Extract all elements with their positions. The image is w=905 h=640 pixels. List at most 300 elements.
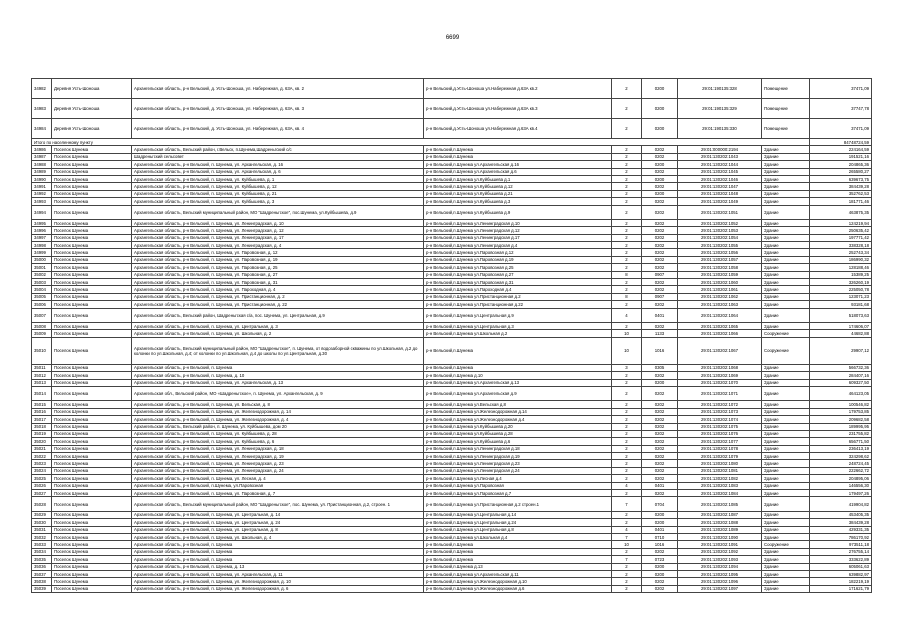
cell-settlement: Поселок Шунема bbox=[52, 423, 132, 430]
cell-id: 35000 bbox=[32, 256, 52, 263]
cell-location: р-н Вельский,п.Шунема ул.Ленинградская д.19 bbox=[424, 453, 612, 460]
cell-code-2: 0200 bbox=[642, 379, 678, 386]
table-row bbox=[32, 372, 872, 379]
table-row bbox=[32, 490, 872, 497]
cell-value: 100546,82 bbox=[810, 401, 872, 408]
cell-value: 37471,09 bbox=[810, 79, 872, 99]
cell-code-2: 1133 bbox=[642, 330, 678, 337]
cell-object-type: Здание bbox=[762, 401, 810, 408]
cell-object-type: Здание bbox=[762, 308, 810, 322]
cell-location: р-н Вельский,д.Усть-Шоноша ул.Набережная д.63А кв.2 bbox=[424, 79, 612, 99]
cell-id: 35017 bbox=[32, 416, 52, 423]
cell-address: Архангельская область, р-н Вельский, п. Шунема, ул. Центральная, д. 8 bbox=[132, 526, 424, 533]
cell-address: Архангельская область, р-н Вельский, п. Шунема, д. 13 bbox=[132, 563, 424, 570]
cell-code-2: 0200 bbox=[642, 79, 678, 99]
cell-code-2: 0202 bbox=[642, 264, 678, 271]
cell-code-2: 0202 bbox=[642, 408, 678, 415]
cell-value: 222662,72 bbox=[810, 467, 872, 474]
cell-id: 34984 bbox=[32, 119, 52, 139]
cell-object-type: Здание bbox=[762, 198, 810, 205]
cell-code-2: 0202 bbox=[642, 548, 678, 555]
cell-cadastral-number: 29:01:130202:1071 bbox=[678, 386, 762, 400]
cell-settlement: Поселок Шунема bbox=[52, 279, 132, 286]
cell-object-type: Здание bbox=[762, 146, 810, 153]
cell-settlement: Поселок Шунема bbox=[52, 386, 132, 400]
cell-address: Архангельская область, Вельский муниципальный район, МО "Шадреньгское", пос. Шунема, ул. Пристанционная, д.2, строен. 1 bbox=[132, 497, 424, 511]
table-row bbox=[32, 541, 872, 548]
cell-code-1: 2 bbox=[612, 99, 642, 119]
cell-location: р-н Вельский,п.Шунема ул.Железнодорожная д.10 bbox=[424, 578, 612, 585]
cell-cadastral-number: 29:01:130202:1059 bbox=[678, 271, 762, 278]
cell-value: 265580,27 bbox=[810, 168, 872, 175]
table-row bbox=[32, 438, 872, 445]
cell-code-1: 2 bbox=[612, 227, 642, 234]
cell-cadastral-number: 29:01:130202:1070 bbox=[678, 379, 762, 386]
cell-code-2: 0723 bbox=[642, 556, 678, 563]
cell-location: р-н Вельский,п.Шунема ул.Ленинградская д.24 bbox=[424, 467, 612, 474]
cell-code-2: 0202 bbox=[642, 205, 678, 219]
cell-value: 429331,35 bbox=[810, 526, 872, 533]
cell-settlement: Поселок Шунема bbox=[52, 467, 132, 474]
cell-cadastral-number: 29:01:130202:1079 bbox=[678, 453, 762, 460]
cell-settlement: Поселок Шунема bbox=[52, 227, 132, 234]
cell-address: Архангельская обл., Вельский район, МО «Шадреньгское», п. Шунема, ул. Архангельская, д. 9 bbox=[132, 386, 424, 400]
cell-location: р-н Вельский,п.Шунема ул.Центральная д.24 bbox=[424, 519, 612, 526]
cell-value: 639673,75 bbox=[810, 175, 872, 182]
cell-address: Архангельская область, р-н Вельский, п. Шунема, ул. Куйбышева, д. 6 bbox=[132, 438, 424, 445]
cell-settlement: Поселок Шунема bbox=[52, 438, 132, 445]
cell-value: 352762,53 bbox=[810, 190, 872, 197]
cell-location: р-н Вельский,п.Шунема ул.Ленинградская д.4 bbox=[424, 242, 612, 249]
cell-code-1: 4 bbox=[612, 482, 642, 489]
table-row bbox=[32, 364, 872, 371]
cell-id: 35025 bbox=[32, 475, 52, 482]
cell-value: 384439,28 bbox=[810, 519, 872, 526]
total-row bbox=[32, 139, 872, 146]
cell-code-1: 2 bbox=[612, 445, 642, 452]
cell-id: 35003 bbox=[32, 279, 52, 286]
cell-code-1: 2 bbox=[612, 372, 642, 379]
cell-cadastral-number: 29:01:130202:1063 bbox=[678, 301, 762, 308]
cell-value: 174606,07 bbox=[810, 322, 872, 329]
cell-settlement: Поселок Шунема bbox=[52, 408, 132, 415]
table-row bbox=[32, 175, 872, 182]
cell-cadastral-number: 29:01:130202:1067 bbox=[678, 337, 762, 364]
cell-cadastral-number: 29:01:130202:1076 bbox=[678, 430, 762, 437]
cell-value: 463875,35 bbox=[810, 205, 872, 219]
cell-code-1: 2 bbox=[612, 423, 642, 430]
cell-value: 656771,50 bbox=[810, 438, 872, 445]
cell-code-2: 0202 bbox=[642, 322, 678, 329]
cell-location: р-н Вельский,п.Шунема ул.Куйбышева д.28 bbox=[424, 430, 612, 437]
cell-location: р-н Вельский,п.Шунема ул.Ленинградская д.10 bbox=[424, 219, 612, 226]
cell-id: 34987 bbox=[32, 153, 52, 160]
cell-address: Архангельская область, р-н Вельский, п. Шунема, ул. Паровозная, д. 25 bbox=[132, 264, 424, 271]
cell-cadastral-number: 29:01:130202:1061 bbox=[678, 286, 762, 293]
cell-settlement: Поселок Шунема bbox=[52, 146, 132, 153]
cell-id: 35037 bbox=[32, 570, 52, 577]
cell-id: 35028 bbox=[32, 497, 52, 511]
cell-code-2: 0710 bbox=[642, 533, 678, 540]
cell-id: 35038 bbox=[32, 578, 52, 585]
cell-location: р-н Вельский,п.Шунема ул.Паровозная bbox=[424, 482, 612, 489]
cell-settlement: Поселок Шунема bbox=[52, 578, 132, 585]
cell-id: 35014 bbox=[32, 386, 52, 400]
cell-settlement: Поселок Шунема bbox=[52, 526, 132, 533]
cell-id: 34997 bbox=[32, 234, 52, 241]
table-row bbox=[32, 423, 872, 430]
cell-settlement: Поселок Шунема bbox=[52, 511, 132, 518]
cell-code-2: 0200 bbox=[642, 519, 678, 526]
cell-location: р-н Вельский,п.Шунема ул.Центральная д.8 bbox=[424, 526, 612, 533]
cell-id: 35004 bbox=[32, 286, 52, 293]
cell-id: 34989 bbox=[32, 168, 52, 175]
cell-cadastral-number: 29:01:130202:1057 bbox=[678, 256, 762, 263]
cell-address: Архангельская область, р-н Вельский, п. Шунема, ул. Ленинградская, д. 4 bbox=[132, 242, 424, 249]
cell-code-2: 0202 bbox=[642, 153, 678, 160]
cell-code-2: 0202 bbox=[642, 401, 678, 408]
cell-value: 37747,78 bbox=[810, 99, 872, 119]
cell-code-2: 0202 bbox=[642, 386, 678, 400]
cell-code-1: 2 bbox=[612, 430, 642, 437]
cell-code-1: 2 bbox=[612, 401, 642, 408]
cell-address: Архангельская область, р-н Вельский, п. Шунема, ул. Железнодорожная, д. 4 bbox=[132, 416, 424, 423]
cell-object-type: Здание bbox=[762, 430, 810, 437]
cell-location: р-н Вельский,п.Шунема ул.Паровозная д.12 bbox=[424, 249, 612, 256]
cell-code-1: 2 bbox=[612, 379, 642, 386]
cell-code-2: 0907 bbox=[642, 271, 678, 278]
cell-id: 34992 bbox=[32, 190, 52, 197]
cell-location: р-н Вельский,п.Шунема ул.Архангельская д.9 bbox=[424, 386, 612, 400]
cell-location: р-н Вельский,п.Шунема ул.Ленинградская д.12 bbox=[424, 227, 612, 234]
cell-code-1: 2 bbox=[612, 438, 642, 445]
cell-address: Архангельская область, р-н Вельский, п. Шунема bbox=[132, 364, 424, 371]
cell-value: 209682,58 bbox=[810, 416, 872, 423]
cell-id: 34983 bbox=[32, 99, 52, 119]
cell-cadastral-number: 29:01:130202:1075 bbox=[678, 423, 762, 430]
table-row bbox=[32, 460, 872, 467]
cell-value: 189995,95 bbox=[810, 423, 872, 430]
cell-address: Архангельская область, р-н Вельский, п. Шунема, ул. Пристанционная, д. 2 bbox=[132, 293, 424, 300]
cell-settlement: Поселок Шунема bbox=[52, 445, 132, 452]
cell-object-type: Здание bbox=[762, 578, 810, 585]
cell-code-2: 0202 bbox=[642, 301, 678, 308]
table-row bbox=[32, 519, 872, 526]
cell-id: 35007 bbox=[32, 308, 52, 322]
cell-address: Архангельская область, р-н Вельский, п.Шунема, ул.Паровозная bbox=[132, 482, 424, 489]
cell-code-2: 0200 bbox=[642, 570, 678, 577]
cell-object-type: Здание bbox=[762, 372, 810, 379]
table-row bbox=[32, 416, 872, 423]
cell-object-type: Здание bbox=[762, 322, 810, 329]
cell-address: Архангельская область, р-н Вельский, п. Шунема, ул. Пароходная, д. 4 bbox=[132, 286, 424, 293]
cell-address: Архангельская область, р-н Вельский, п. Шунема, ул. Паровозная, д. 12 bbox=[132, 249, 424, 256]
cell-address: Архангельская область, р-н Вельский, п. Шунема, ул. Центральная, д. 24 bbox=[132, 519, 424, 526]
cell-cadastral-number: 29:01:130202:1052 bbox=[678, 219, 762, 226]
cell-cadastral-number: 29:01:130202:1072 bbox=[678, 401, 762, 408]
cell-value: 181771,46 bbox=[810, 198, 872, 205]
cell-location: р-н Вельский,п.Шунема ул.Пристанционная д.2 строен.1 bbox=[424, 497, 612, 511]
cell-value: 124219,94 bbox=[810, 219, 872, 226]
cell-id: 34999 bbox=[32, 249, 52, 256]
table-row bbox=[32, 556, 872, 563]
cell-code-1: 2 bbox=[612, 585, 642, 592]
cell-location: р-н Вельский,д.Усть-Шоноша ул.Набережная д.63А кв.3 bbox=[424, 99, 612, 119]
cell-code-1: 2 bbox=[612, 570, 642, 577]
cell-value: 338328,18 bbox=[810, 242, 872, 249]
cell-settlement: Поселок Шунема bbox=[52, 271, 132, 278]
cell-settlement: Поселок Шунема bbox=[52, 337, 132, 364]
cell-object-type: Здание bbox=[762, 423, 810, 430]
cell-id: 35023 bbox=[32, 460, 52, 467]
cell-address: Архангельская область, р-н Вельский, п. Шунема, ул. Вельская, д. 8 bbox=[132, 401, 424, 408]
cell-code-2: 0202 bbox=[642, 467, 678, 474]
table-row bbox=[32, 430, 872, 437]
cell-id: 34995 bbox=[32, 219, 52, 226]
table-row bbox=[32, 279, 872, 286]
cell-location: р-н Вельский,п.Шунема ул.Куйбышева д.6 bbox=[424, 438, 612, 445]
cell-address: Архангельская область, р-н Вельский, п. Шунема, ул. Паровозная, д. 27 bbox=[132, 271, 424, 278]
cell-code-1: 2 bbox=[612, 79, 642, 99]
cell-id: 35022 bbox=[32, 453, 52, 460]
cell-settlement: Поселок Шунема bbox=[52, 519, 132, 526]
cell-code-1: 10 bbox=[612, 330, 642, 337]
cell-id: 34986 bbox=[32, 146, 52, 153]
cell-object-type: Здание bbox=[762, 175, 810, 182]
cell-value: 326260,19 bbox=[810, 279, 872, 286]
cell-code-2: 0202 bbox=[642, 585, 678, 592]
cell-address: Архангельская область, р-н Вельский, п. Шунема bbox=[132, 548, 424, 555]
cell-id: 35027 bbox=[32, 490, 52, 497]
cell-location: р-н Вельский,п.Шунема ул.Пристанционная д.2 bbox=[424, 293, 612, 300]
cell-value: 276755,14 bbox=[810, 548, 872, 555]
cell-location: р-н Вельский,д.Усть-Шоноша ул.Набережная д.63А кв.4 bbox=[424, 119, 612, 139]
cell-cadastral-number: 29:01:130202:1084 bbox=[678, 490, 762, 497]
cell-location: р-н Вельский,п.Шунема ул.Пароходная д.4 bbox=[424, 286, 612, 293]
cell-location: р-н Вельский,п.Шунема ул.Куйбышева д.21 bbox=[424, 190, 612, 197]
cell-code-1: 2 bbox=[612, 234, 642, 241]
table-row bbox=[32, 482, 872, 489]
cell-address: Архангельская область, р-н Вельский, п. Шунема, ул. Архангельская, д. 13 bbox=[132, 379, 424, 386]
cell-id: 35024 bbox=[32, 467, 52, 474]
cell-settlement: Поселок Шунема bbox=[52, 379, 132, 386]
cell-id: 35034 bbox=[32, 548, 52, 555]
cell-value: 93181,68 bbox=[810, 301, 872, 308]
cell-object-type: Здание bbox=[762, 301, 810, 308]
cell-id: 35002 bbox=[32, 271, 52, 278]
cell-address: Архангельская область, р-н Вельский, п. Шунема, ул. Пристанционная, д. 22 bbox=[132, 301, 424, 308]
cell-settlement: Поселок Шунема bbox=[52, 460, 132, 467]
cell-code-1: 2 bbox=[612, 146, 642, 153]
cell-cadastral-number: 29:01:190135:329 bbox=[678, 99, 762, 119]
cell-cadastral-number: 29:01:190135:328 bbox=[678, 79, 762, 99]
table-row bbox=[32, 153, 872, 160]
cell-value: 191521,16 bbox=[810, 153, 872, 160]
cell-cadastral-number: 29:01:130202:1062 bbox=[678, 293, 762, 300]
cell-code-2: 0202 bbox=[642, 445, 678, 452]
cell-address: Архангельская область, р-н Вельский, д. Усть-Шоноша, ул. Набережная, д. 63А, кв. 2 bbox=[132, 79, 424, 99]
cell-code-2: 0202 bbox=[642, 578, 678, 585]
cell-object-type: Здание bbox=[762, 242, 810, 249]
cell-code-1: 2 bbox=[612, 453, 642, 460]
cell-settlement: Поселок Шунема bbox=[52, 453, 132, 460]
cell-settlement: Поселок Шунема bbox=[52, 308, 132, 322]
cell-settlement: Поселок Шунема bbox=[52, 249, 132, 256]
table-row bbox=[32, 161, 872, 168]
cell-code-2: 0200 bbox=[642, 511, 678, 518]
cell-settlement: Поселок Шунема bbox=[52, 301, 132, 308]
table-row bbox=[32, 585, 872, 592]
cell-cadastral-number: 29:01:130202:1080 bbox=[678, 460, 762, 467]
cell-location: р-н Вельский,п.Шунема ул.Центральная д.14 bbox=[424, 511, 612, 518]
cell-code-2: 0200 bbox=[642, 119, 678, 139]
cell-location: р-н Вельский,п.Шунема ул.Пристанционная д.22 bbox=[424, 301, 612, 308]
cell-cadastral-number: 29:01:130202:1090 bbox=[678, 533, 762, 540]
cell-id: 34990 bbox=[32, 175, 52, 182]
cell-value: 37471,09 bbox=[810, 119, 872, 139]
table-row bbox=[32, 578, 872, 585]
cell-cadastral-number: 29:01:130202:1089 bbox=[678, 526, 762, 533]
table-row bbox=[32, 408, 872, 415]
cell-id: 35015 bbox=[32, 401, 52, 408]
cell-cadastral-number: 29:01:130202:1097 bbox=[678, 585, 762, 592]
table-row bbox=[32, 256, 872, 263]
cell-code-2: 0202 bbox=[642, 475, 678, 482]
table-row bbox=[32, 467, 872, 474]
table-row bbox=[32, 330, 872, 337]
cell-object-type: Здание bbox=[762, 293, 810, 300]
table-row bbox=[32, 379, 872, 386]
cell-address: Архангельская область, р-н Вельский, п. Шунема, ул. Железнодорожная, д. 10 bbox=[132, 578, 424, 585]
cell-id: 34994 bbox=[32, 205, 52, 219]
cell-address: Архангельская область, р-н Вельский, п. Шунема, ул. Куйбышева, д. 21 bbox=[132, 190, 424, 197]
table-row bbox=[32, 242, 872, 249]
cell-object-type: Здание bbox=[762, 386, 810, 400]
cell-address: Архангельская область, р-н Вельский, п. Шунема bbox=[132, 556, 424, 563]
cell-settlement: Поселок Шунема bbox=[52, 364, 132, 371]
cell-value: 973511,18 bbox=[810, 541, 872, 548]
cell-cadastral-number: 29:01:130202:1074 bbox=[678, 416, 762, 423]
cell-location: р-н Вельский,п.Шунема ул.Архангельская д.16 bbox=[424, 161, 612, 168]
cell-object-type: Помещение bbox=[762, 119, 810, 139]
cell-code-1: 3 bbox=[612, 364, 642, 371]
cell-code-2: 0202 bbox=[642, 249, 678, 256]
cell-settlement: Поселок Шунема bbox=[52, 490, 132, 497]
cell-address: Архангельская область, р-н Вельский, п. Шунема, д. 10 bbox=[132, 372, 424, 379]
cell-id: 34982 bbox=[32, 79, 52, 99]
cell-address: Архангельская область, р-н Вельский, п. Шунема, ул. Паровозная, д. 7 bbox=[132, 490, 424, 497]
cell-settlement: Поселок Шунема bbox=[52, 556, 132, 563]
cell-object-type: Сооружение bbox=[762, 541, 810, 548]
cell-code-1: 2 bbox=[612, 416, 642, 423]
cell-object-type: Здание bbox=[762, 379, 810, 386]
cell-object-type: Здание bbox=[762, 453, 810, 460]
cell-settlement: Поселок Шунема bbox=[52, 430, 132, 437]
cell-id: 35029 bbox=[32, 511, 52, 518]
cell-location: р-н Вельский,п.Шунема ул.Паровозная д.19 bbox=[424, 256, 612, 263]
cell-code-2: 0202 bbox=[642, 227, 678, 234]
cell-address: Архангельская область, р-н Вельский, п. Шунема, ул. Железнодорожная, д. 6 bbox=[132, 585, 424, 592]
cell-object-type: Здание bbox=[762, 153, 810, 160]
cell-location: р-н Вельский,п.Шунема ул.Школьная д.2 bbox=[424, 330, 612, 337]
cell-code-2: 0200 bbox=[642, 161, 678, 168]
cell-value: 224164,59 bbox=[810, 146, 872, 153]
cell-object-type: Здание bbox=[762, 234, 810, 241]
cell-value: 639882,97 bbox=[810, 570, 872, 577]
cell-value: 225050,78 bbox=[810, 286, 872, 293]
cell-value: 179753,85 bbox=[810, 408, 872, 415]
cell-object-type: Здание bbox=[762, 511, 810, 518]
cell-code-2: 0202 bbox=[642, 146, 678, 153]
cell-object-type: Сооружение bbox=[762, 330, 810, 337]
cell-value: 171621,79 bbox=[810, 585, 872, 592]
cell-cadastral-number: 29:01:130202:1085 bbox=[678, 497, 762, 511]
table-row bbox=[32, 183, 872, 190]
cell-code-2: 0401 bbox=[642, 308, 678, 322]
cell-value: 248724,45 bbox=[810, 460, 872, 467]
cell-code-2: 0202 bbox=[642, 279, 678, 286]
cell-code-1: 10 bbox=[612, 337, 642, 364]
cell-object-type: Помещение bbox=[762, 79, 810, 99]
cell-id: 35039 bbox=[32, 585, 52, 592]
cell-code-1: 7 bbox=[612, 533, 642, 540]
cell-address: Архангельская область, р-н Вельский, п. Шунема, ул. Куйбышева, д. 28 bbox=[132, 430, 424, 437]
cell-location: р-н Вельский,п.Шунема ул.Куйбышева д.20 bbox=[424, 423, 612, 430]
cell-code-2: 0305 bbox=[642, 364, 678, 371]
cell-code-2: 0704 bbox=[642, 497, 678, 511]
table-row bbox=[32, 563, 872, 570]
table-row bbox=[32, 190, 872, 197]
cell-id: 35031 bbox=[32, 526, 52, 533]
cell-value: 786170,92 bbox=[810, 533, 872, 540]
cell-object-type: Здание bbox=[762, 467, 810, 474]
cell-code-2: 0202 bbox=[642, 234, 678, 241]
cell-id: 35008 bbox=[32, 322, 52, 329]
cell-code-1: 2 bbox=[612, 475, 642, 482]
cell-code-1: 2 bbox=[612, 153, 642, 160]
cell-value: 128188,46 bbox=[810, 264, 872, 271]
table-row bbox=[32, 533, 872, 540]
cell-code-2: 0202 bbox=[642, 430, 678, 437]
table-row bbox=[32, 445, 872, 452]
cell-settlement: Поселок Шунема bbox=[52, 570, 132, 577]
cell-cadastral-number: 29:01:130202:1053 bbox=[678, 227, 762, 234]
cell-location: р-н Вельский,п.Шунема ул.Вельская д.8 bbox=[424, 401, 612, 408]
cell-id: 35035 bbox=[32, 556, 52, 563]
cell-object-type: Сооружение bbox=[762, 337, 810, 364]
total-label: Итого по населенному пункту bbox=[32, 139, 810, 146]
cell-location: р-н Вельский,п.Шунема bbox=[424, 153, 612, 160]
cell-location: р-н Вельский,п.Шунема ул.Куйбышева д.9 bbox=[424, 205, 612, 219]
cell-code-1: 2 bbox=[612, 490, 642, 497]
cell-location: р-н Вельский,п.Шунема ул.Железнодорожная д.14 bbox=[424, 408, 612, 415]
cell-location: р-н Вельский,п.Шунема ул.Ленинградская д.23 bbox=[424, 460, 612, 467]
cell-cadastral-number: 29:01:000000:2194 bbox=[678, 146, 762, 153]
cell-address: Архангельская область, р-н Вельский, п. Шунема, ул. Архангельская, д. 16 bbox=[132, 161, 424, 168]
cell-address: Архангельская область, р-н Вельский, п. Шунема, ул. Центральная, д. 14 bbox=[132, 511, 424, 518]
cell-object-type: Здание bbox=[762, 563, 810, 570]
cell-object-type: Здание bbox=[762, 570, 810, 577]
cell-address: Архангельская область, Вельский муниципальный район, МО "Шадреньгское", пос.Шунема, ул.Куйбышева, д.9 bbox=[132, 205, 424, 219]
cell-id: 34988 bbox=[32, 161, 52, 168]
cell-code-2: 0202 bbox=[642, 242, 678, 249]
cell-location: р-н Вельский,п.Шунема ул.Архангельская д.11 bbox=[424, 570, 612, 577]
table-row bbox=[32, 286, 872, 293]
cell-code-2: 0202 bbox=[642, 219, 678, 226]
cell-settlement: Поселок Шунема bbox=[52, 161, 132, 168]
cell-cadastral-number: 29:01:130202:1093 bbox=[678, 556, 762, 563]
cell-object-type: Здание bbox=[762, 249, 810, 256]
